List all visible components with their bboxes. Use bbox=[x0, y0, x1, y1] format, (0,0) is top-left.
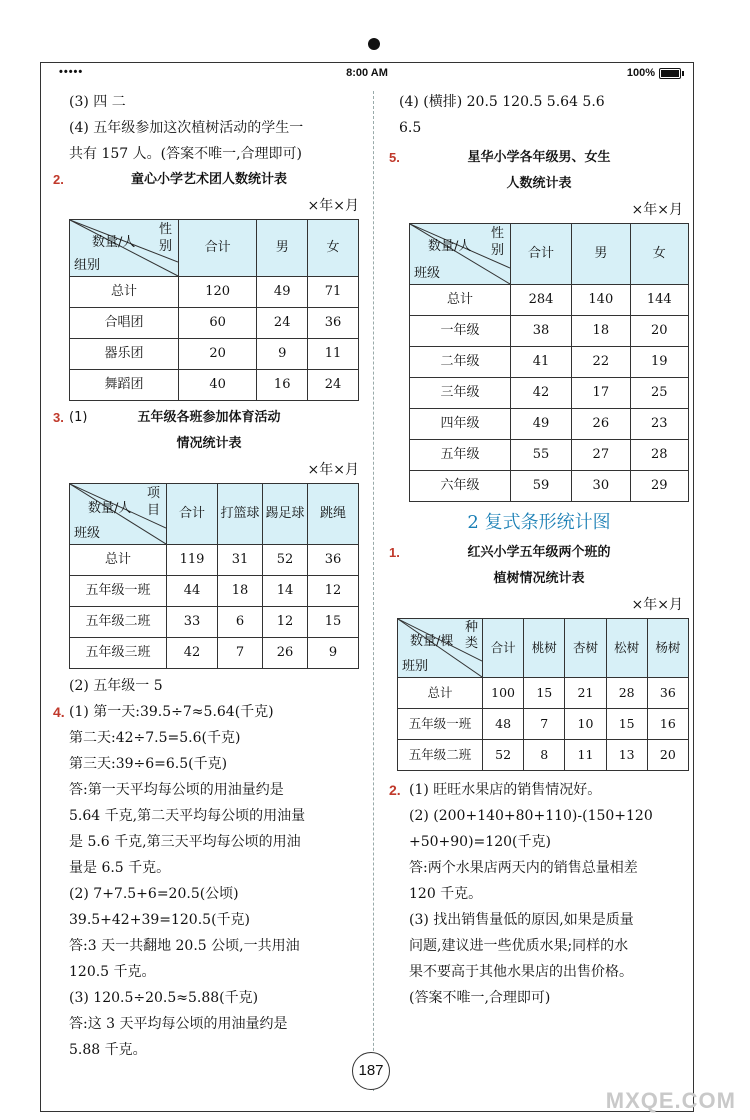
table-cell: 五年级一班 bbox=[70, 576, 167, 607]
answer-line: 120 千克。 bbox=[409, 886, 483, 902]
table-title: 童心小学艺术团人数统计表 bbox=[130, 172, 287, 187]
diag-label: 班级 bbox=[74, 526, 101, 541]
table-cell: 17 bbox=[572, 378, 630, 409]
table-cell: 三年级 bbox=[410, 378, 511, 409]
column-header: 男 bbox=[257, 220, 308, 277]
table-row bbox=[410, 409, 689, 440]
table-cell: 16 bbox=[257, 370, 308, 401]
table-cell: 合唱团 bbox=[70, 308, 179, 339]
table-title: 星华小学各年级男、女生 bbox=[467, 150, 611, 165]
table-cell: 38 bbox=[511, 316, 572, 347]
answer-line: (2) (200+140+80+110)-(150+120 bbox=[409, 808, 653, 824]
answer-line: 120.5 千克。 bbox=[69, 964, 156, 980]
question-number: 1. bbox=[389, 545, 400, 560]
question-number: 3. bbox=[53, 410, 64, 425]
tablet-screen bbox=[40, 62, 694, 1112]
table-cell: 26 bbox=[572, 409, 630, 440]
battery-icon bbox=[659, 68, 681, 79]
table-title: 五年级各班参加体育活动 bbox=[137, 410, 281, 425]
table-cell: 29 bbox=[630, 471, 688, 502]
table-cell: 总计 bbox=[70, 277, 179, 308]
table-row bbox=[410, 440, 689, 471]
diag-label: 性 bbox=[490, 226, 504, 241]
table-cell: 49 bbox=[257, 277, 308, 308]
table-cell: 36 bbox=[308, 545, 359, 576]
question-number: 2. bbox=[53, 172, 64, 187]
column-divider bbox=[373, 91, 374, 1091]
table-row bbox=[70, 638, 359, 669]
table-title-2: 植树情况统计表 bbox=[493, 571, 585, 586]
table-title-2: 人数统计表 bbox=[506, 176, 572, 191]
art-troupe-table bbox=[69, 219, 359, 401]
answer-line: 答:第一天平均每公顷的用油量约是 bbox=[69, 782, 284, 798]
table-cell: 52 bbox=[263, 545, 308, 576]
table-row bbox=[70, 339, 359, 370]
answer-line: 量是 6.5 千克。 bbox=[69, 860, 171, 876]
table-cell: 27 bbox=[572, 440, 630, 471]
answer-line: 6.5 bbox=[399, 120, 422, 136]
table-cell: 100 bbox=[483, 678, 524, 709]
answer-line: 5.88 千克。 bbox=[69, 1042, 147, 1058]
table-cell: 36 bbox=[647, 678, 688, 709]
table-cell: 284 bbox=[511, 285, 572, 316]
table-row bbox=[398, 740, 689, 771]
table-cell: 一年级 bbox=[410, 316, 511, 347]
answer-line: (2) 7+7.5+6=20.5(公顷) bbox=[69, 886, 239, 902]
column-header: 桃树 bbox=[524, 619, 565, 678]
table-cell: 六年级 bbox=[410, 471, 511, 502]
table-cell: 总计 bbox=[70, 545, 167, 576]
column-header: 杨树 bbox=[647, 619, 688, 678]
column-header: 杏树 bbox=[565, 619, 606, 678]
table-cell: 44 bbox=[167, 576, 218, 607]
answer-line: (3) 四 二 bbox=[69, 94, 126, 110]
table-cell: 59 bbox=[511, 471, 572, 502]
s2-answers bbox=[389, 777, 689, 1011]
answer-line: 果不要高于其他水果店的出售价格。 bbox=[409, 964, 633, 980]
table-cell: 13 bbox=[606, 740, 647, 771]
diagonal-header-cell bbox=[70, 220, 179, 277]
table-cell: 22 bbox=[572, 347, 630, 378]
table-row bbox=[410, 378, 689, 409]
table-cell: 55 bbox=[511, 440, 572, 471]
table-cell: 五年级一班 bbox=[398, 709, 483, 740]
diagonal-header-cell bbox=[410, 224, 511, 285]
table-cell: 31 bbox=[218, 545, 263, 576]
table-cell: 52 bbox=[483, 740, 524, 771]
page-number: 187 bbox=[352, 1052, 390, 1090]
diag-label: 组别 bbox=[74, 258, 101, 273]
sub-number: (1) bbox=[69, 410, 88, 425]
table-cell: 9 bbox=[257, 339, 308, 370]
column-header: 女 bbox=[308, 220, 359, 277]
table-cell: 49 bbox=[511, 409, 572, 440]
table-cell: 71 bbox=[308, 277, 359, 308]
q5-title-row bbox=[389, 145, 689, 171]
answer-line: (1) 旺旺水果店的销售情况好。 bbox=[409, 782, 602, 798]
status-bar bbox=[41, 63, 693, 83]
table-cell: 15 bbox=[308, 607, 359, 638]
column-header: 打篮球 bbox=[218, 484, 263, 545]
table-date: ×年×月 bbox=[307, 198, 359, 214]
table-cell: 28 bbox=[606, 678, 647, 709]
table-cell: 器乐团 bbox=[70, 339, 179, 370]
column-header: 跳绳 bbox=[308, 484, 359, 545]
s1-title-row bbox=[389, 540, 689, 566]
table-date: ×年×月 bbox=[631, 597, 683, 613]
table-cell: 144 bbox=[630, 285, 688, 316]
answer-line: (答案不唯一,合理即可) bbox=[409, 990, 551, 1006]
table-cell: 28 bbox=[630, 440, 688, 471]
table-cell: 8 bbox=[524, 740, 565, 771]
answer-line: 问题,建议进一些优质水果;同样的水 bbox=[409, 938, 629, 954]
table-cell: 23 bbox=[630, 409, 688, 440]
table-cell: 11 bbox=[308, 339, 359, 370]
diag-label: 类 bbox=[464, 636, 478, 651]
answer-line: (1) 第一天:39.5÷7≈5.64(千克) bbox=[69, 704, 274, 720]
diag-label: 种 bbox=[464, 620, 478, 635]
question-number: 2. bbox=[389, 782, 401, 798]
tree-planting-table bbox=[397, 618, 689, 771]
grade-gender-table bbox=[409, 223, 689, 502]
table-cell: 15 bbox=[524, 678, 565, 709]
column-header: 合计 bbox=[179, 220, 257, 277]
table-row bbox=[70, 277, 359, 308]
table-cell: 40 bbox=[179, 370, 257, 401]
table-cell: 11 bbox=[565, 740, 606, 771]
diag-label: 项 bbox=[146, 486, 160, 501]
table-cell: 42 bbox=[511, 378, 572, 409]
table-cell: 舞蹈团 bbox=[70, 370, 179, 401]
q3-title-row bbox=[53, 405, 365, 431]
diag-label: 目 bbox=[146, 503, 160, 518]
diag-label: 别 bbox=[158, 239, 172, 254]
section-heading: 2 复式条形统计图 bbox=[467, 512, 611, 533]
table-title: 红兴小学五年级两个班的 bbox=[467, 545, 611, 560]
table-cell: 41 bbox=[511, 347, 572, 378]
diag-label: 别 bbox=[490, 243, 504, 258]
table-cell: 14 bbox=[263, 576, 308, 607]
column-header: 松树 bbox=[606, 619, 647, 678]
table-cell: 15 bbox=[606, 709, 647, 740]
column-header: 踢足球 bbox=[263, 484, 308, 545]
table-cell: 26 bbox=[263, 638, 308, 669]
diag-label: 性 bbox=[158, 222, 172, 237]
front-camera bbox=[368, 38, 380, 50]
table-row bbox=[70, 576, 359, 607]
table-cell: 36 bbox=[308, 308, 359, 339]
watermark-logo: MXQE.COM bbox=[605, 1088, 736, 1113]
table-cell: 6 bbox=[218, 607, 263, 638]
signal-icon: ••••• bbox=[59, 66, 84, 78]
table-cell: 25 bbox=[630, 378, 688, 409]
table-cell: 7 bbox=[218, 638, 263, 669]
table-cell: 19 bbox=[630, 347, 688, 378]
table-row bbox=[70, 308, 359, 339]
table-cell: 12 bbox=[263, 607, 308, 638]
question-number: 4. bbox=[53, 704, 65, 720]
answer-line: 5.64 千克,第二天平均每公顷的用油量 bbox=[69, 808, 306, 824]
battery-percent: 100% bbox=[626, 67, 655, 79]
table-row bbox=[70, 607, 359, 638]
table-cell: 21 bbox=[565, 678, 606, 709]
table-cell: 五年级二班 bbox=[70, 607, 167, 638]
table-cell: 四年级 bbox=[410, 409, 511, 440]
table-row bbox=[398, 678, 689, 709]
diagonal-header-cell bbox=[398, 619, 483, 678]
answer-line: 第二天:42÷7.5=5.6(千克) bbox=[69, 730, 241, 746]
table-cell: 18 bbox=[572, 316, 630, 347]
table-cell: 9 bbox=[308, 638, 359, 669]
q2-title-row bbox=[53, 167, 365, 193]
answer-line: 答:3 天一共翻地 20.5 公顷,一共用油 bbox=[69, 938, 300, 954]
diag-label: 数量/人 bbox=[88, 501, 132, 516]
table-cell: 60 bbox=[179, 308, 257, 339]
table-row bbox=[410, 347, 689, 378]
table-cell: 33 bbox=[167, 607, 218, 638]
answer-line: (4) 五年级参加这次植树活动的学生一 bbox=[69, 120, 304, 136]
table-cell: 总计 bbox=[398, 678, 483, 709]
table-cell: 119 bbox=[167, 545, 218, 576]
sports-table bbox=[69, 483, 359, 669]
column-header: 合计 bbox=[511, 224, 572, 285]
answer-line: 答:这 3 天平均每公顷的用油量约是 bbox=[69, 1016, 288, 1032]
table-cell: 24 bbox=[308, 370, 359, 401]
status-time: 8:00 AM bbox=[346, 67, 388, 79]
answer-line: +50+90)=120(千克) bbox=[409, 834, 551, 850]
table-cell: 42 bbox=[167, 638, 218, 669]
answer-line: (3) 找出销售量低的原因,如果是质量 bbox=[409, 912, 634, 928]
table-cell: 20 bbox=[179, 339, 257, 370]
table-cell: 五年级三班 bbox=[70, 638, 167, 669]
answer-line: 共有 157 人。(答案不唯一,合理即可) bbox=[69, 146, 302, 162]
column-header: 合计 bbox=[483, 619, 524, 678]
answer-line: 第三天:39÷6=6.5(千克) bbox=[69, 756, 228, 772]
table-cell: 18 bbox=[218, 576, 263, 607]
answer-line: 答:两个水果店两天内的销售总量相差 bbox=[409, 860, 638, 876]
table-title-2: 情况统计表 bbox=[176, 436, 242, 451]
table-cell: 120 bbox=[179, 277, 257, 308]
answer-line: 39.5+42+39=120.5(千克) bbox=[69, 912, 250, 928]
table-row bbox=[398, 709, 689, 740]
diag-label: 数量/人 bbox=[92, 235, 136, 250]
table-cell: 20 bbox=[647, 740, 688, 771]
table-cell: 二年级 bbox=[410, 347, 511, 378]
column-header: 男 bbox=[572, 224, 630, 285]
table-cell: 7 bbox=[524, 709, 565, 740]
table-row bbox=[70, 370, 359, 401]
answer-line: (2) 五年级一 5 bbox=[69, 678, 163, 694]
left-column bbox=[53, 89, 365, 1063]
table-cell: 10 bbox=[565, 709, 606, 740]
answer-line: 是 5.6 千克,第三天平均每公顷的用油 bbox=[69, 834, 301, 850]
table-cell: 20 bbox=[630, 316, 688, 347]
table-cell: 五年级二班 bbox=[398, 740, 483, 771]
table-cell: 48 bbox=[483, 709, 524, 740]
table-cell: 五年级 bbox=[410, 440, 511, 471]
table-cell: 总计 bbox=[410, 285, 511, 316]
table-cell: 12 bbox=[308, 576, 359, 607]
table-row bbox=[410, 471, 689, 502]
question-number: 5. bbox=[389, 150, 400, 165]
table-row bbox=[410, 316, 689, 347]
table-row bbox=[70, 545, 359, 576]
column-header: 合计 bbox=[167, 484, 218, 545]
column-header: 女 bbox=[630, 224, 688, 285]
diag-label: 数量/人 bbox=[428, 239, 472, 254]
battery-indicator bbox=[627, 67, 681, 79]
table-cell: 30 bbox=[572, 471, 630, 502]
table-cell: 140 bbox=[572, 285, 630, 316]
diag-label: 数量/棵 bbox=[410, 634, 454, 649]
q4-answers bbox=[53, 699, 365, 1063]
table-date: ×年×月 bbox=[631, 202, 683, 218]
table-date: ×年×月 bbox=[307, 462, 359, 478]
diag-label: 班别 bbox=[402, 659, 429, 674]
diagonal-header-cell bbox=[70, 484, 167, 545]
right-column bbox=[389, 89, 689, 1011]
answer-line: (4) (横排) 20.5 120.5 5.64 5.6 bbox=[399, 94, 605, 110]
table-row bbox=[410, 285, 689, 316]
answer-line: (3) 120.5÷20.5≈5.88(千克) bbox=[69, 990, 259, 1006]
table-cell: 24 bbox=[257, 308, 308, 339]
diag-label: 班级 bbox=[414, 266, 441, 281]
table-cell: 16 bbox=[647, 709, 688, 740]
